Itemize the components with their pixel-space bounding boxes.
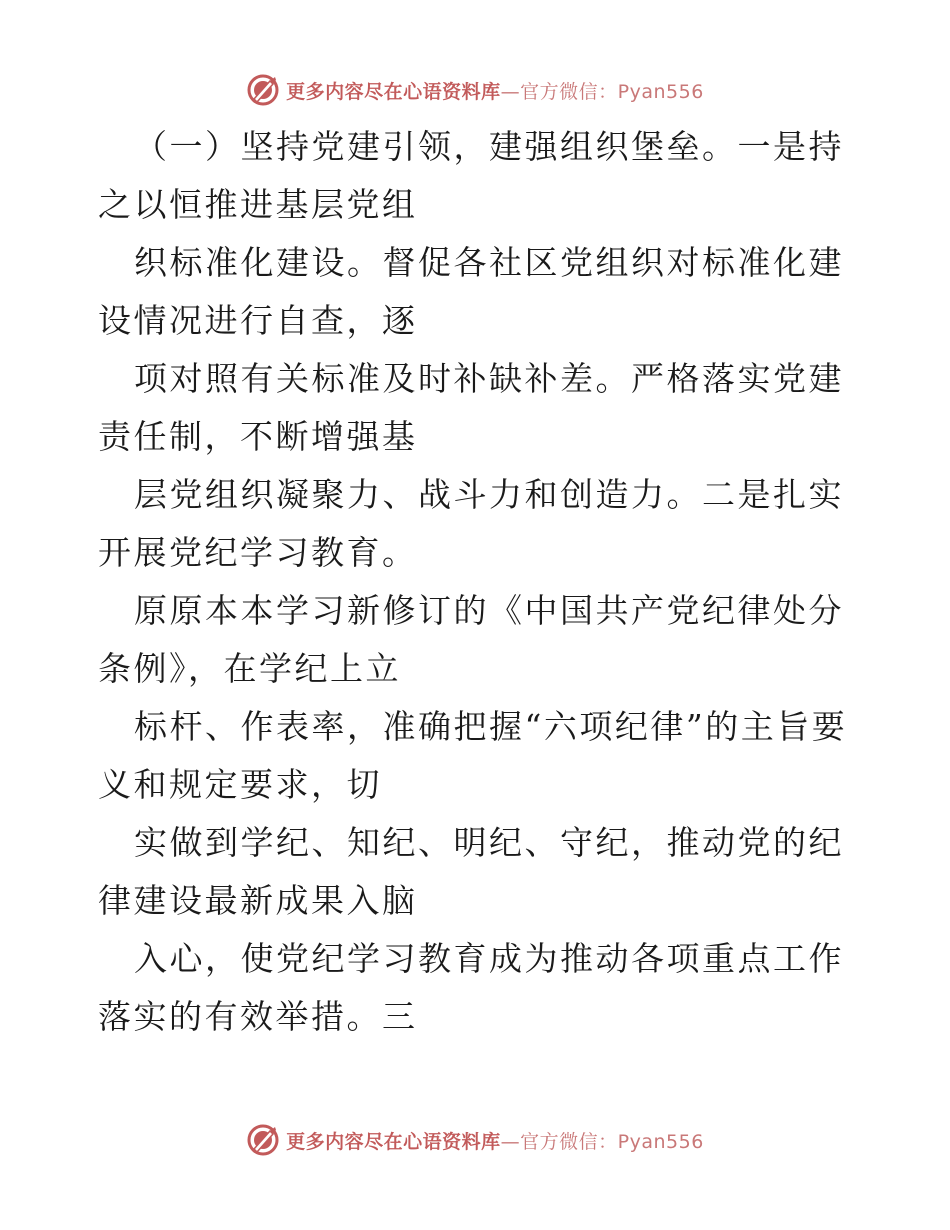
paragraph: 入心，使党纪学习教育成为推动各项重点工作落实的有效举措。三 — [98, 939, 844, 1036]
watermark-highlight: 更多内容尽在心语资料库 — [286, 1130, 501, 1153]
paragraph: 实做到学纪、知纪、明纪、守纪，推动党的纪律建设最新成果入脑 — [98, 823, 844, 920]
watermark-text — [286, 77, 704, 104]
document-body — [98, 118, 858, 1046]
paragraph: 织标准化建设。督促各社区党组织对标准化建设情况进行自查，逐 — [98, 243, 844, 340]
watermark-highlight: 更多内容尽在心语资料库 — [286, 80, 501, 103]
paragraph: （一）坚持党建引领，建强组织堡垒。一是持之以恒推进基层党组 — [98, 127, 844, 224]
watermark-rest: —官方微信：Pyan556 — [500, 1130, 704, 1153]
header-watermark — [0, 70, 950, 110]
paragraph: 项对照有关标准及时补缺补差。严格落实党建责任制，不断增强基 — [98, 359, 844, 456]
watermark-rest: —官方微信：Pyan556 — [500, 80, 704, 103]
watermark-text — [286, 1127, 704, 1154]
pen-logo-icon — [246, 73, 280, 107]
paragraph: 标杆、作表率，准确把握“六项纪律”的主旨要义和规定要求，切 — [98, 707, 848, 804]
paragraph: 层党组织凝聚力、战斗力和创造力。二是扎实开展党纪学习教育。 — [98, 475, 844, 572]
footer-watermark — [0, 1120, 950, 1160]
paragraph: 原原本本学习新修订的《中国共产党纪律处分条例》，在学纪上立 — [98, 591, 844, 688]
pen-logo-icon — [246, 1123, 280, 1157]
